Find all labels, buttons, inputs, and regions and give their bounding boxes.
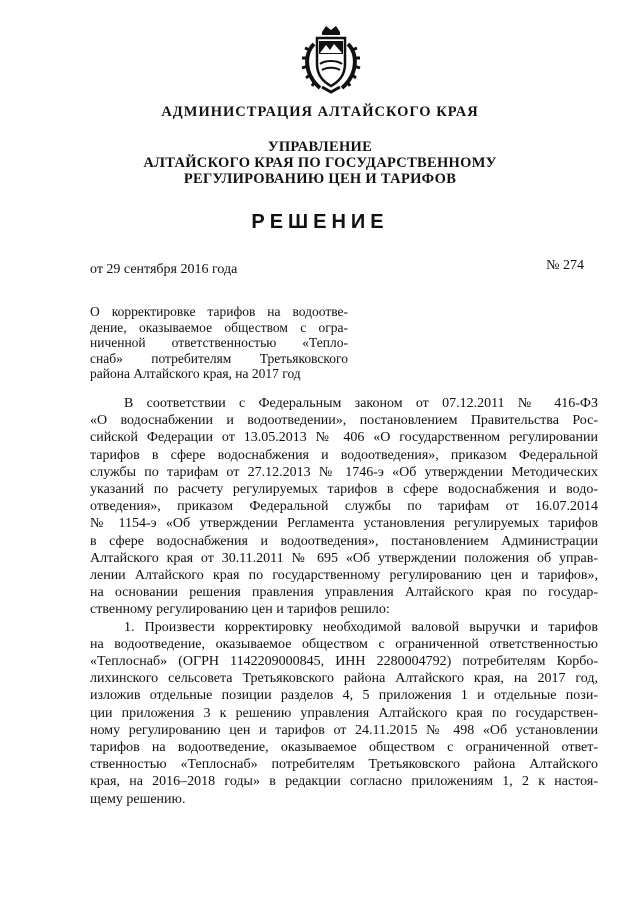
department-title-line: АЛТАЙСКОГО КРАЯ ПО ГОСУДАРСТВЕННОМУ	[143, 155, 497, 171]
body-line: указаний по расчету регулируемых тарифов в сфере водоснабжения и водо-	[90, 482, 598, 498]
body-line: В соответствии с Федеральным законом от 07.12.2011 № 416-ФЗ	[124, 396, 598, 411]
body-line: ственностью «Теплоснаб» потребителям Третьяковского района Алтайского	[90, 757, 598, 773]
document-date: от 29 сентября 2016 года	[90, 262, 238, 277]
document-body	[90, 395, 598, 808]
administration-title: АДМИНИСТРАЦИЯ АЛТАЙСКОГО КРАЯ	[161, 104, 479, 120]
body-line: тарифов в сфере водоснабжения и водоотведения», приказом Федеральной	[90, 447, 598, 463]
body-line: 1. Произвести корректировку необходимой валовой выручки и тарифов	[124, 619, 598, 635]
body-line: сийской Федерации от 13.05.2013 № 406 «О государственном регулировании	[90, 430, 598, 446]
body-line: в сфере водоснабжения и водоотведения», постановлением Администрации	[90, 533, 598, 549]
subject-line: дение, оказываемое обществом с огра-	[90, 319, 348, 335]
department-title-line: УПРАВЛЕНИЕ	[267, 139, 373, 155]
subject-line: снаб» потребителям Третьяковского	[90, 350, 348, 366]
subject-line: района Алтайского края, на 2017 год	[90, 366, 301, 381]
body-line: изложив отдельные позиции разделов 4, 5 приложения 1 и отдельные пози-	[90, 688, 598, 704]
coat-of-arms-icon	[300, 24, 362, 94]
body-line: «Теплоснаб» (ОГРН 1142209000845, ИНН 2280004792) потребителям Корбо-	[90, 654, 598, 670]
document-subject	[90, 304, 348, 382]
subject-line: ниченной ответственностью «Тепло-	[90, 335, 348, 350]
body-line: щему решению.	[90, 791, 186, 807]
date-number-row	[90, 258, 590, 278]
document-number: № 274	[546, 258, 584, 273]
body-line: службы по тарифам от 27.12.2013 № 1746-э «Об утверждении Методических	[90, 464, 598, 480]
body-line: края, на 2016–2018 годы» в редакции согласно приложениям 1, 2 к настоя-	[90, 774, 598, 790]
body-line: на основании решения правления управления Алтайского края по государ-	[90, 585, 598, 601]
body-line: лении Алтайского края по государственному регулированию цен и тарифов»,	[90, 568, 598, 584]
body-line: лихинского сельсовета Третьяковского района Алтайского края, на 2017 год,	[90, 671, 598, 687]
body-line: «О водоснабжении и водоотведении», постановлением Правительства Рос-	[90, 413, 598, 429]
body-line: ному регулированию цен и тарифов от 24.11.2015 № 498 «Об установлении	[90, 722, 598, 738]
subject-line: О корректировке тарифов на водоотве-	[90, 304, 348, 319]
department-title-line: РЕГУЛИРОВАНИЮ ЦЕН И ТАРИФОВ	[183, 171, 457, 187]
document-type-title: РЕШЕНИЕ	[251, 211, 389, 233]
body-line: Алтайского края от 30.11.2011 № 695 «Об утверждении положения об управ-	[90, 550, 598, 566]
body-line: тарифов на водоотведение, оказываемое обществом с ограниченной ответ-	[90, 740, 598, 756]
body-line: отведения», приказом Федеральной службы по тарифам от 16.07.2014	[90, 499, 598, 515]
body-line: ции приложения 3 к решению управления Алтайского края по государствен-	[90, 705, 598, 721]
department-title	[0, 139, 640, 187]
body-line: ственному регулированию цен и тарифов решило:	[90, 602, 390, 618]
body-line: на водоотведение, оказываемое обществом с ограниченной ответственностью	[90, 636, 598, 652]
body-line: № 1154-э «Об утверждении Регламента установления регулируемых тарифов	[90, 516, 598, 532]
